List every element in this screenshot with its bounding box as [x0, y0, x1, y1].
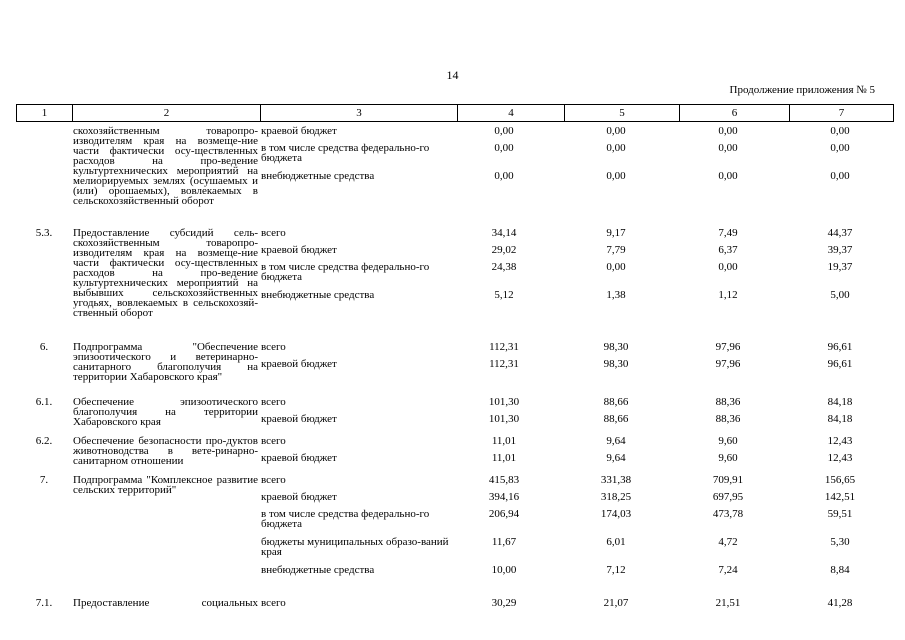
source-label: всего [261, 396, 286, 408]
row-name: Подпрограмма "Комплексное развитие сельских территорий" [73, 474, 258, 496]
value-col4: 30,29 [491, 597, 517, 609]
col-header-7: 7 [789, 105, 894, 121]
value-col7: 142,51 [824, 491, 856, 503]
source-label: внебюджетные средства [261, 289, 375, 301]
value-col5: 318,25 [600, 491, 632, 503]
source-label: всего [261, 227, 286, 239]
value-col6: 697,95 [712, 491, 744, 503]
col-header-4: 4 [457, 105, 564, 121]
value-col7: 12,43 [827, 452, 853, 464]
value-col4: 394,16 [488, 491, 520, 503]
row-name: скохозяйственным товаропро-изводителям края на возмеще-ние части фактически осу-ществленных расходов на про-ведение культуртехнических мероприятий на мелиорируемых землях (осушаемых и (или) орошаемых), вовлекаемых в сельскохозяйственный оборот [73, 125, 258, 207]
value-col5: 174,03 [600, 508, 632, 520]
value-col5: 88,66 [603, 396, 629, 408]
source-label: краевой бюджет [261, 358, 337, 370]
value-col5: 6,01 [606, 536, 626, 548]
value-col7: 44,37 [827, 227, 853, 239]
source-label: краевой бюджет [261, 491, 337, 503]
table-header [16, 104, 894, 122]
source-label: внебюджетные средства [261, 170, 375, 182]
value-col6: 6,37 [718, 244, 738, 256]
value-col7: 59,51 [827, 508, 853, 520]
value-col5: 98,30 [603, 358, 629, 370]
source-label: всего [261, 474, 286, 486]
value-col4: 112,31 [489, 358, 519, 370]
value-col4: 11,67 [491, 536, 517, 548]
value-col6: 1,12 [718, 289, 738, 301]
value-col7: 5,00 [830, 289, 850, 301]
value-col5: 9,17 [606, 227, 626, 239]
value-col5: 0,00 [606, 170, 626, 182]
value-col4: 0,00 [494, 125, 514, 137]
row-number: 5.3. [35, 227, 53, 239]
value-col7: 96,61 [827, 341, 853, 353]
row-number: 7. [39, 474, 49, 486]
value-col4: 101,30 [488, 413, 520, 425]
value-col4: 10,00 [491, 564, 517, 576]
value-col5: 331,38 [600, 474, 632, 486]
row-name: Обеспечение эпизоотического благополучия на территории Хабаровского края [73, 396, 258, 428]
value-col6: 0,00 [718, 261, 738, 273]
value-col4: 24,38 [491, 261, 517, 273]
source-label: в том числе средства федерально-го бюджета [261, 261, 430, 283]
page-number: 14 [446, 68, 459, 82]
value-col5: 7,79 [606, 244, 626, 256]
value-col7: 84,18 [827, 396, 853, 408]
value-col4: 112,31 [489, 341, 519, 353]
source-label: в том числе средства федерально-го бюджета [261, 142, 430, 164]
value-col7: 156,65 [824, 474, 856, 486]
value-col6: 9,60 [718, 435, 738, 447]
col-header-3: 3 [260, 105, 457, 121]
row-number: 7.1. [35, 597, 53, 609]
source-label: в том числе средства федерально-го бюджета [261, 508, 430, 530]
source-label: внебюджетные средства [261, 564, 375, 576]
value-col4: 415,83 [488, 474, 520, 486]
source-label: всего [261, 435, 286, 447]
continuation-label: Продолжение приложения № 5 [729, 84, 875, 96]
value-col7: 41,28 [827, 597, 853, 609]
source-label: всего [261, 597, 286, 609]
value-col6: 0,00 [718, 142, 738, 154]
budget-table [16, 104, 894, 609]
value-col5: 9,64 [606, 452, 626, 464]
value-col5: 88,66 [603, 413, 629, 425]
row-number: 6.2. [35, 435, 53, 447]
value-col7: 0,00 [830, 142, 850, 154]
value-col7: 12,43 [827, 435, 853, 447]
value-col7: 8,84 [830, 564, 850, 576]
value-col5: 0,00 [606, 142, 626, 154]
row-name: Предоставление социальных [73, 597, 258, 609]
value-col6: 97,96 [715, 341, 741, 353]
value-col4: 101,30 [488, 396, 520, 408]
value-col6: 473,78 [712, 508, 744, 520]
value-col6: 21,51 [715, 597, 741, 609]
value-col7: 0,00 [830, 170, 850, 182]
value-col4: 206,94 [488, 508, 520, 520]
source-label: краевой бюджет [261, 244, 337, 256]
value-col6: 9,60 [718, 452, 738, 464]
value-col4: 29,02 [491, 244, 517, 256]
value-col5: 21,07 [603, 597, 629, 609]
col-header-5: 5 [564, 105, 679, 121]
row-name: Подпрограмма "Обеспечение эпизоотического и ветеринарно-санитарного благополучия на территории Хабаровского края" [73, 341, 258, 383]
value-col7: 5,30 [830, 536, 850, 548]
col-header-2: 2 [72, 105, 260, 121]
value-col7: 0,00 [830, 125, 850, 137]
value-col6: 88,36 [715, 396, 741, 408]
row-number: 6.1. [35, 396, 53, 408]
value-col6: 7,24 [718, 564, 738, 576]
value-col6: 88,36 [715, 413, 741, 425]
source-label: краевой бюджет [261, 452, 337, 464]
value-col4: 34,14 [491, 227, 517, 239]
value-col7: 84,18 [827, 413, 853, 425]
source-label: всего [261, 341, 286, 353]
value-col6: 4,72 [718, 536, 738, 548]
value-col5: 98,30 [603, 341, 629, 353]
source-label: краевой бюджет [261, 125, 337, 137]
value-col7: 39,37 [827, 244, 853, 256]
value-col5: 1,38 [606, 289, 626, 301]
value-col6: 97,96 [715, 358, 741, 370]
value-col4: 0,00 [494, 142, 514, 154]
value-col6: 709,91 [712, 474, 744, 486]
value-col7: 19,37 [827, 261, 853, 273]
value-col5: 7,12 [606, 564, 626, 576]
row-number: 6. [39, 341, 49, 353]
value-col7: 96,61 [827, 358, 853, 370]
source-label: краевой бюджет [261, 413, 337, 425]
value-col5: 0,00 [606, 261, 626, 273]
value-col6: 0,00 [718, 170, 738, 182]
row-name: Предоставление субсидий сель-скохозяйственным товаропро-изводителям края на возмеще-ние части фактически осу-ществленных расходов на про-ведение культуртехнических мероприятий на выбывших сельскохозяйственных угодьях, вовлекаемых в сельскохозяй-ственный оборот [73, 227, 258, 319]
value-col6: 0,00 [718, 125, 738, 137]
value-col4: 11,01 [491, 452, 517, 464]
col-header-1: 1 [16, 105, 72, 121]
row-name: Обеспечение безопасности про-дуктов животноводства в вете-ринарно-санитарном отношении [73, 435, 258, 467]
value-col6: 7,49 [718, 227, 738, 239]
value-col4: 5,12 [494, 289, 514, 301]
value-col5: 0,00 [606, 125, 626, 137]
col-header-6: 6 [679, 105, 789, 121]
value-col4: 0,00 [494, 170, 514, 182]
value-col5: 9,64 [606, 435, 626, 447]
source-label: бюджеты муниципальных образо-ваний края [261, 536, 449, 558]
value-col4: 11,01 [491, 435, 517, 447]
